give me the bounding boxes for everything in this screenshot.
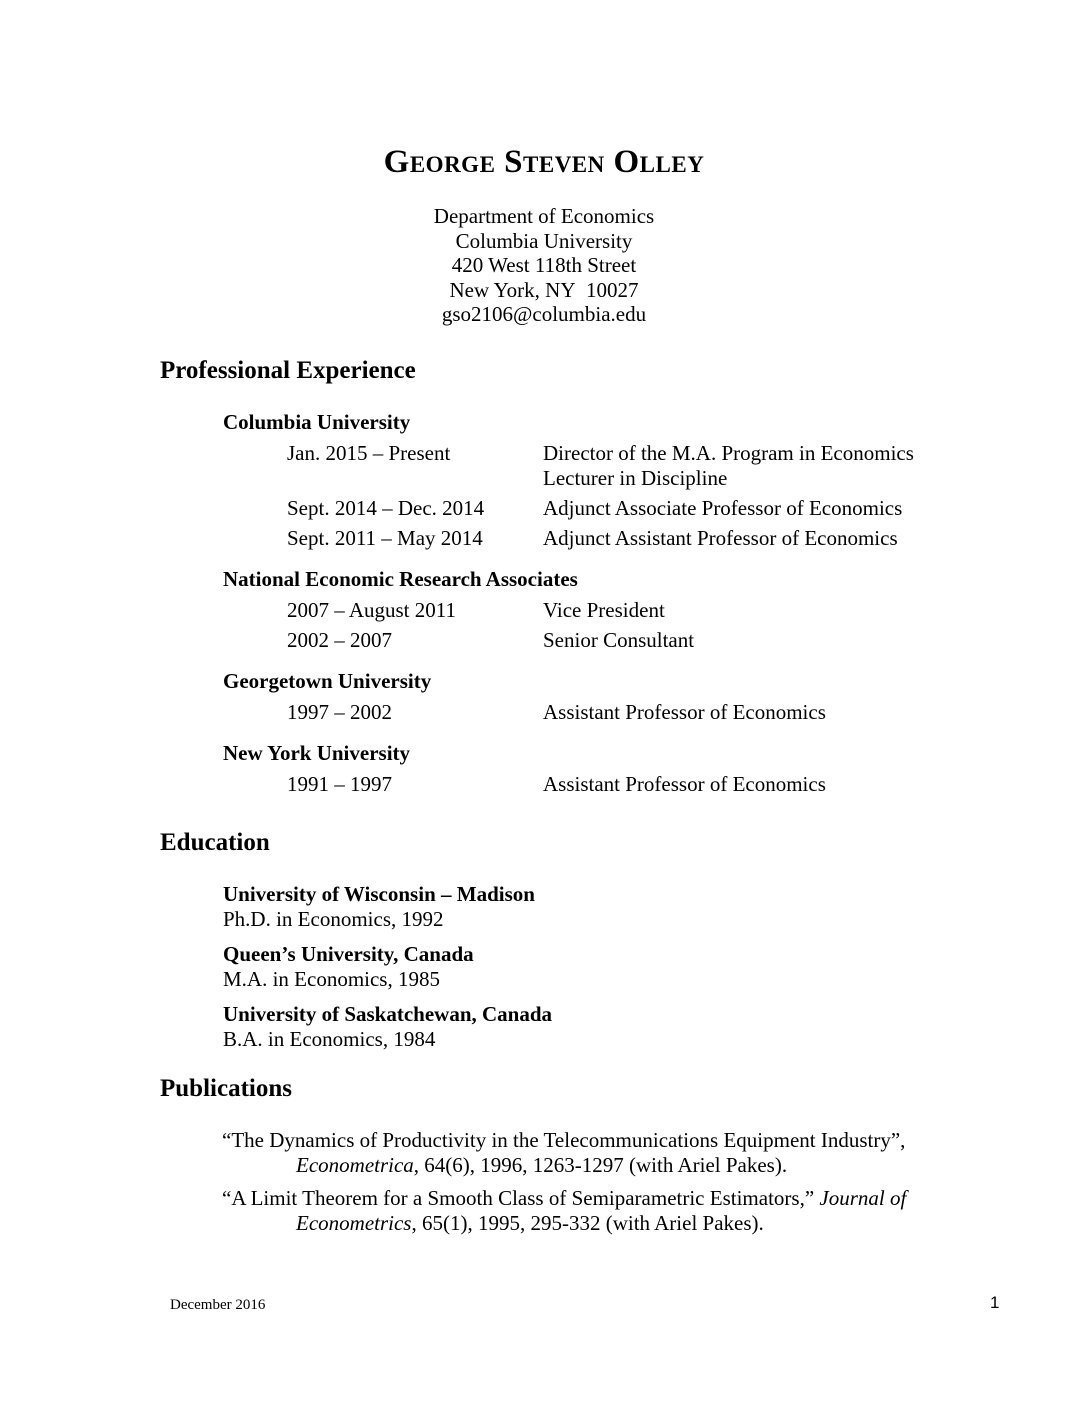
position-roles (543, 700, 998, 725)
page-number: 1 (990, 1293, 1000, 1312)
section-professional-experience (160, 356, 998, 802)
publication-line (222, 1186, 998, 1211)
journal-name: Journal of (819, 1186, 907, 1210)
employer-nyu (223, 741, 998, 797)
section-heading-education: Education (160, 829, 270, 856)
section-education (160, 828, 998, 1062)
education-degree: M.A. in Economics, 1985 (223, 967, 440, 991)
employer-columbia (223, 410, 998, 551)
employer-name: New York University (223, 741, 411, 765)
education-school: University of Wisconsin – Madison (223, 882, 535, 906)
employer-nera (223, 567, 998, 653)
employer-name: National Economic Research Associates (223, 567, 578, 591)
position-roles (543, 772, 998, 797)
journal-name: Econometrica (296, 1153, 414, 1177)
employer-georgetown (223, 669, 998, 725)
position-row (287, 496, 998, 521)
address-block (0, 204, 1088, 327)
section-publications (160, 1074, 998, 1244)
position-dates: Sept. 2014 – Dec. 2014 (287, 496, 485, 520)
education-item (223, 942, 998, 992)
position-dates: 2002 – 2007 (287, 628, 392, 652)
page-title: George Steven Olley (383, 144, 705, 180)
position-role: Director of the M.A. Program in Economics (543, 441, 914, 465)
cv-header (0, 144, 1088, 327)
publication-item (222, 1186, 998, 1236)
position-role: Adjunct Associate Professor of Economics (543, 496, 903, 520)
position-dates: Jan. 2015 – Present (287, 441, 451, 465)
position-dates: 2007 – August 2011 (287, 598, 456, 622)
publication-title: “The Dynamics of Productivity in the Telecommunications Equipment Industry”, (222, 1128, 906, 1152)
position-roles (543, 598, 998, 623)
education-item (223, 882, 998, 932)
publication-title: “A Limit Theorem for a Smooth Class of Semiparametric Estimators,” (222, 1186, 820, 1210)
position-roles (543, 441, 998, 491)
position-row (287, 526, 998, 551)
publication-line (296, 1153, 998, 1178)
education-degree: Ph.D. in Economics, 1992 (223, 907, 444, 931)
employer-name: Georgetown University (223, 669, 432, 693)
position-roles (543, 628, 998, 653)
address-line-department: Department of Economics (433, 204, 655, 228)
address-line-city: New York, NY 10027 (449, 277, 639, 302)
education-school: University of Saskatchewan, Canada (223, 1002, 553, 1026)
position-row (287, 598, 998, 623)
position-row (287, 772, 998, 797)
position-role: Assistant Professor of Economics (543, 700, 826, 724)
position-row (287, 628, 998, 653)
publication-item (222, 1128, 998, 1178)
position-dates: 1997 – 2002 (287, 700, 392, 724)
publication-line (222, 1128, 998, 1153)
education-degree: B.A. in Economics, 1984 (223, 1027, 436, 1051)
section-heading-publications: Publications (160, 1075, 292, 1102)
position-roles (543, 496, 998, 521)
email-address: gso2106@columbia.edu (441, 302, 647, 326)
position-role: Senior Consultant (543, 628, 695, 652)
publication-details: , 64(6), 1996, 1263-1297 (with Ariel Pakes). (413, 1153, 788, 1177)
position-roles (543, 526, 998, 551)
publication-line (296, 1211, 998, 1236)
footer-date: December 2016 (170, 1297, 266, 1313)
employer-name: Columbia University (223, 410, 411, 434)
position-role: Vice President (543, 598, 665, 622)
section-heading-experience: Professional Experience (160, 357, 416, 384)
position-role: Adjunct Assistant Professor of Economics (543, 526, 898, 550)
address-line-street: 420 West 118th Street (451, 253, 637, 277)
journal-name: Econometrics (296, 1211, 412, 1235)
position-row (287, 700, 998, 725)
education-school: Queen’s University, Canada (223, 942, 474, 966)
position-role: Lecturer in Discipline (543, 466, 728, 490)
publication-details: , 65(1), 1995, 295-332 (with Ariel Pakes). (411, 1211, 764, 1235)
education-item (223, 1002, 998, 1052)
position-role: Assistant Professor of Economics (543, 772, 826, 796)
position-dates: 1991 – 1997 (287, 772, 392, 796)
address-line-university: Columbia University (455, 228, 633, 253)
position-dates: Sept. 2011 – May 2014 (287, 526, 483, 550)
position-row (287, 441, 998, 491)
